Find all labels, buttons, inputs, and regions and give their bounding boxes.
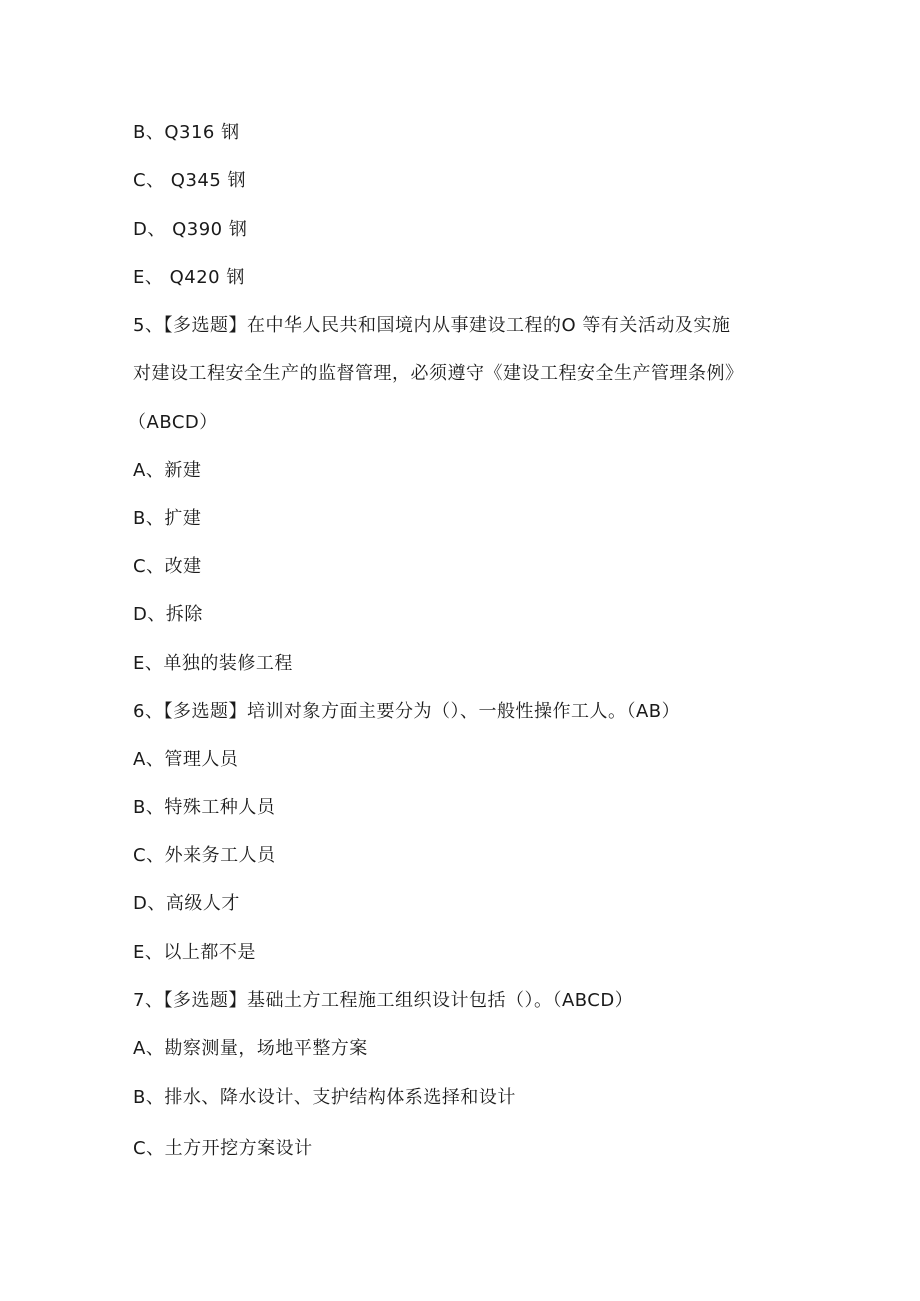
question-6-option-d: D、高级人才 — [133, 893, 240, 914]
question-6-option-b: B、特殊工种人员 — [133, 797, 276, 818]
question-6-option-a: A、管理人员 — [133, 749, 239, 770]
question-5-answer: （ABCD） — [128, 412, 218, 433]
question-5-option-d: D、拆除 — [133, 604, 203, 625]
question-5-option-a: A、新建 — [133, 460, 202, 481]
question-7-option-b: B、排水、降水设计、支护结构体系选择和设计 — [133, 1087, 516, 1108]
question-5-line-1: 5、【多选题】在中华人民共和国境内从事建设工程的O 等有关活动及实施 — [133, 315, 731, 336]
question-6-option-c: C、外来务工人员 — [133, 845, 276, 866]
question-7-option-a: A、勘察测量，场地平整方案 — [133, 1038, 368, 1059]
option-b-q316: B、Q316 钢 — [133, 122, 240, 143]
question-5-option-b: B、扩建 — [133, 508, 202, 529]
question-5-line-2: 对建设工程安全生产的监督管理，必须遵守《建设工程安全生产管理条例》 — [133, 363, 744, 384]
question-6-option-e: E、以上都不是 — [133, 942, 256, 963]
option-d-q390: D、 Q390 钢 — [133, 219, 248, 240]
question-5-option-c: C、改建 — [133, 556, 202, 577]
question-6: 6、【多选题】培训对象方面主要分为（）、一般性操作工人。（AB） — [133, 701, 681, 722]
option-e-q420: E、 Q420 钢 — [133, 267, 245, 288]
question-7: 7、【多选题】基础土方工程施工组织设计包括（）。（ABCD） — [133, 990, 634, 1011]
option-c-q345: C、 Q345 钢 — [133, 170, 247, 191]
question-7-option-c: C、土方开挖方案设计 — [133, 1138, 313, 1159]
question-5-option-e: E、单独的装修工程 — [133, 653, 293, 674]
